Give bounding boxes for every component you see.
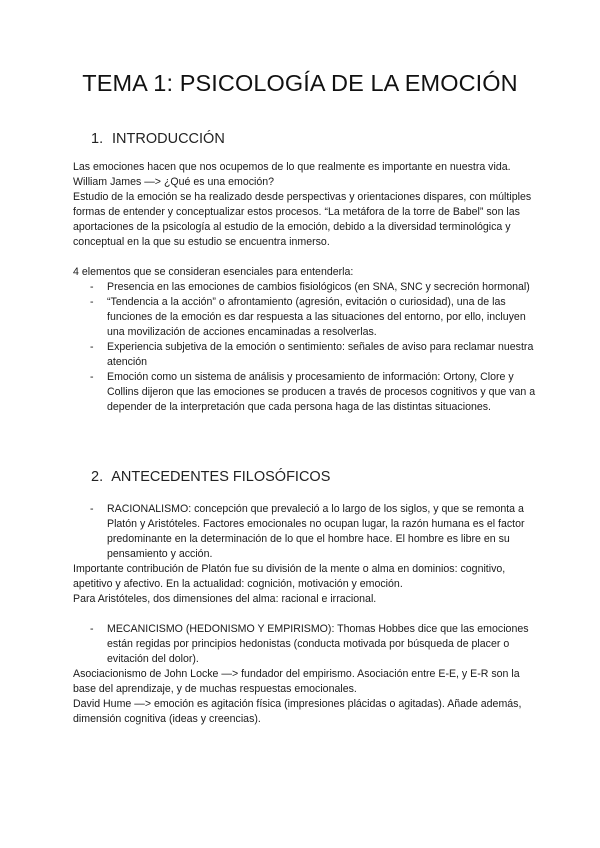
body-paragraph: Asociacionismo de John Locke —> fundador del empirismo. Asociación entre E-E, y E-R son la base del aprendizaje, y de muchas respuestas emocionales.: [73, 668, 520, 695]
bullet-text: Experiencia subjetiva de la emoción o sentimiento: señales de aviso para reclamar nuestra atención: [107, 341, 534, 368]
section-number: 2.: [91, 469, 104, 485]
intro-paragraph: Las emociones hacen que nos ocupemos de lo que realmente es importante en nuestra vida.: [73, 161, 511, 173]
section-number: 1.: [91, 131, 104, 147]
section-title: INTRODUCCIÓN: [112, 131, 225, 147]
list-item: [73, 295, 543, 340]
body-paragraph: Importante contribución de Platón fue su división de la mente o alma en dominios: cognitivo, apetitivo y afectivo. En la actualidad: cognición, motivación y emoción.: [73, 563, 506, 590]
section-heading-antecedentes: [91, 469, 330, 485]
list-item: [73, 502, 543, 562]
bullet-dash: -: [90, 371, 94, 383]
bullet-text: Presencia en las emociones de cambios fisiológicos (en SNA, SNC y secreción hormonal): [107, 281, 530, 293]
list-item: [73, 622, 543, 667]
intro-paragraph: 4 elementos que se consideran esenciales para entenderla:: [73, 266, 354, 278]
intro-bullet-list: [73, 280, 543, 415]
list-item: [73, 280, 543, 295]
bullet-text: MECANICISMO (HEDONISMO Y EMPIRISMO): Thomas Hobbes dice que las emociones están regidas por principios hedonistas (conducta motivada por búsqueda de placer o evitación del dolor).: [107, 623, 529, 665]
intro-paragraph: William James —> ¿Qué es una emoción?: [73, 176, 275, 188]
body-paragraph: David Hume —> emoción es agitación física (impresiones plácidas o agitadas). Añade además, dimensión cognitiva (ideas y creencias).: [73, 698, 522, 725]
bullet-text: “Tendencia a la acción” o afrontamiento (agresión, evitación o curiosidad), una de las funciones de la emoción es dar respuesta a las situaciones del entorno, por ello, incluyen una movilización de acciones encaminadas a resolverlas.: [107, 296, 526, 338]
body-paragraph: Para Aristóteles, dos dimensiones del alma: racional e irracional.: [73, 593, 377, 605]
section-heading-introduccion: [91, 131, 225, 147]
antecedentes-text: [73, 502, 543, 727]
list-item: [73, 370, 543, 415]
bullet-text: RACIONALISMO: concepción que prevaleció a lo largo de los siglos, y que se remonta a Platón y Aristóteles. Factores emocionales no ocupan lugar, la razón humana es el factor predominante en la determinación de lo que el hombre hace. El hombre es libre en su pensamiento y acción.: [107, 503, 525, 560]
bullet-dash: -: [90, 281, 94, 293]
bullet-text: Emoción como un sistema de análisis y procesamiento de información: Ortony, Clore y Collins dijeron que las emociones se producen a través de procesos cognitivos y que van a depender de la interpretación que cada persona haga de las distintas situaciones.: [107, 371, 536, 413]
bullet-dash: -: [90, 623, 94, 635]
document-title: TEMA 1: PSICOLOGÍA DE LA EMOCIÓN: [82, 70, 518, 96]
bullet-dash: -: [90, 296, 94, 308]
bullet-dash: -: [90, 341, 94, 353]
intro-text: [73, 160, 543, 415]
section-title: ANTECEDENTES FILOSÓFICOS: [111, 469, 331, 485]
intro-paragraph: Estudio de la emoción se ha realizado desde perspectivas y orientaciones dispares, con múltiples formas de entender y conceptualizar estos procesos. “La metáfora de la torre de Babel” son las aportaciones de la psicología al estudio de la emoción, debido a la diversidad terminológica y conceptual en la que su estudio se encuentra inmerso.: [73, 191, 532, 248]
bullet-dash: -: [90, 503, 94, 515]
list-item: [73, 340, 543, 370]
